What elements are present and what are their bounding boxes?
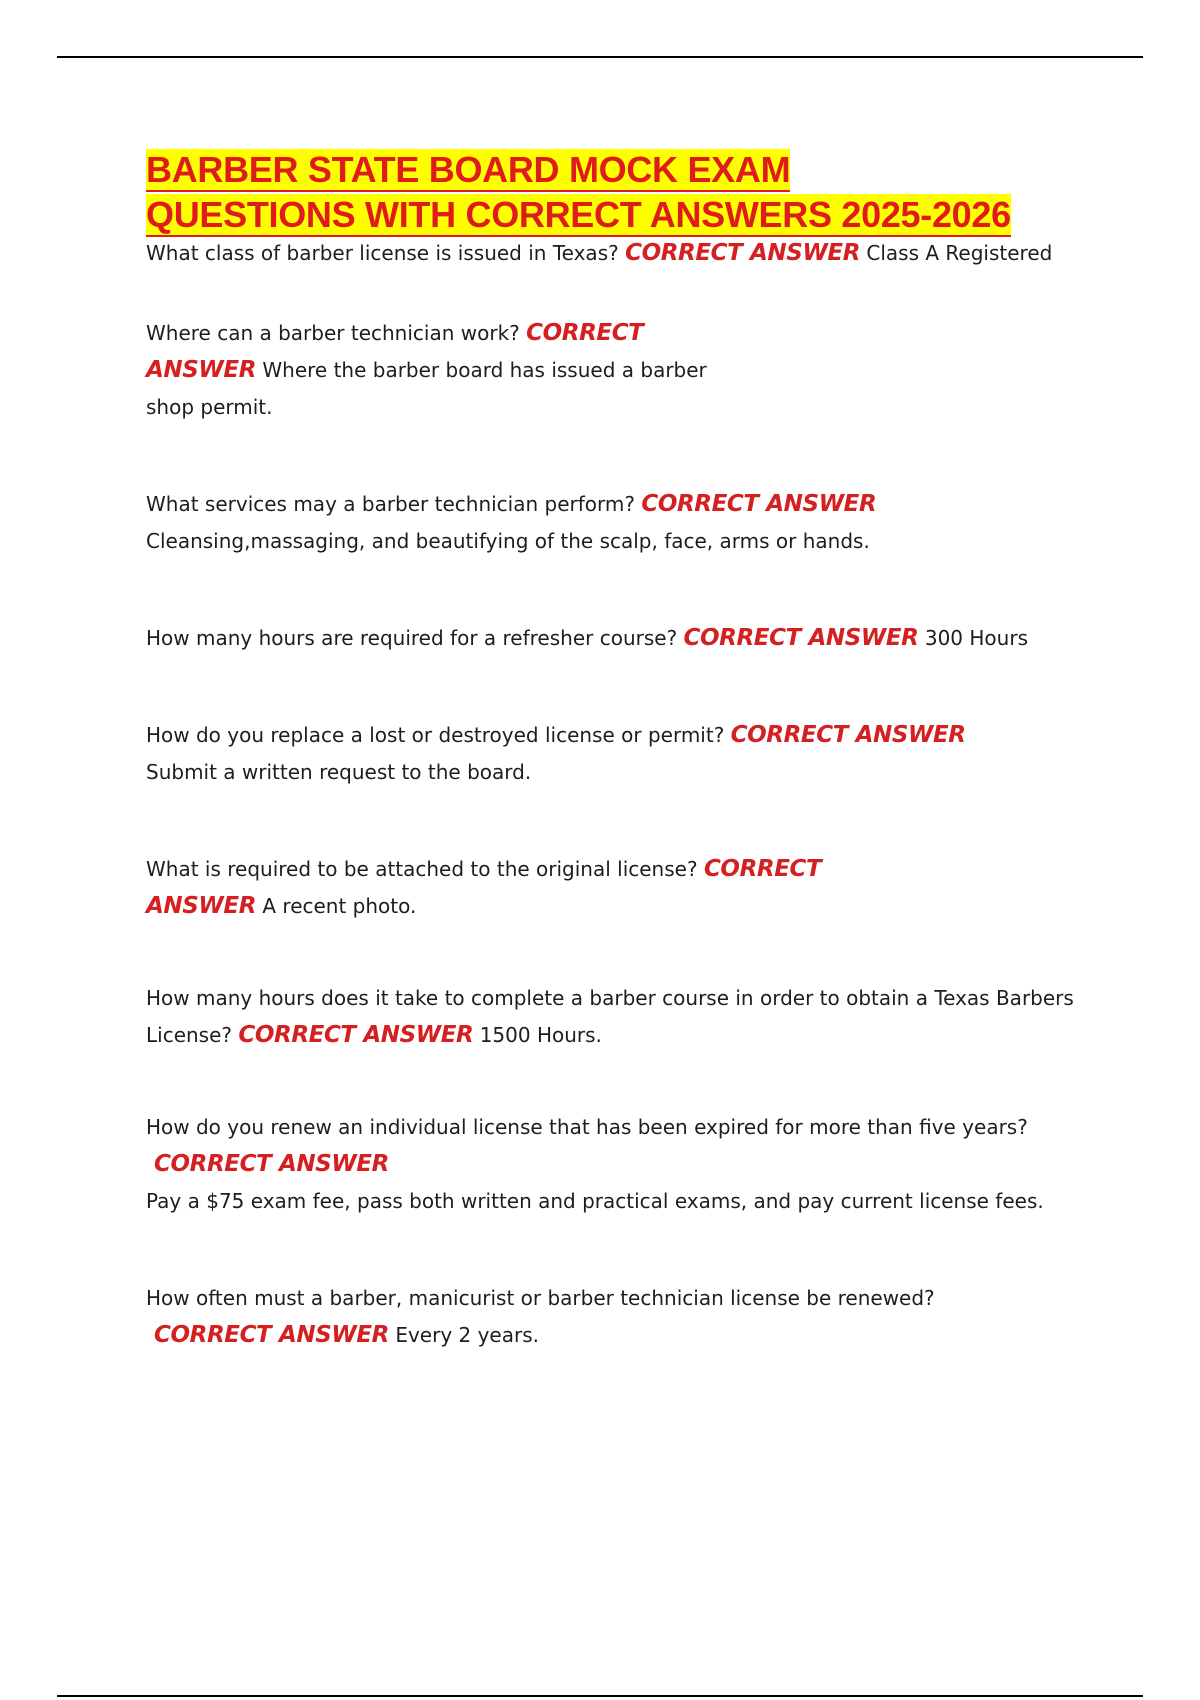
- question-text: How often must a barber, manicurist or barber technician license be renewed?: [146, 1286, 935, 1310]
- qa-item-8: [146, 1109, 1146, 1220]
- correct-answer-label: CORRECT ANSWER: [683, 625, 919, 651]
- qa-item-1: [146, 235, 1146, 272]
- top-rule: [57, 56, 1143, 58]
- bottom-rule: [57, 1695, 1143, 1697]
- qa-item-9: [146, 1280, 1146, 1354]
- correct-answer-label: CORRECT ANSWER: [238, 1022, 474, 1048]
- correct-answer-label: CORRECT ANSWER: [641, 491, 877, 517]
- answer-text: Pay a $75 exam fee, pass both written and practical exams, and pay current license fees.: [146, 1189, 1044, 1213]
- question-text: Where can a barber technician work?: [146, 321, 520, 345]
- question-text: How do you replace a lost or destroyed license or permit?: [146, 723, 725, 747]
- answer-text: Submit a written request to the board.: [146, 760, 532, 784]
- qa-item-6: [146, 851, 866, 925]
- qa-item-2: [146, 315, 736, 426]
- document-title: [146, 147, 1146, 237]
- qa-item-7: [146, 980, 1146, 1054]
- qa-item-4: [146, 620, 1146, 657]
- answer-text: Class A Registered: [866, 241, 1053, 265]
- question-text: How many hours are required for a refresher course?: [146, 626, 678, 650]
- answer-text: Every 2 years.: [395, 1323, 539, 1347]
- qa-item-3: [146, 486, 1146, 560]
- correct-answer-label: CORRECT ANSWER: [730, 722, 966, 748]
- question-text: What services may a barber technician perform?: [146, 492, 635, 516]
- title-line-1: BARBER STATE BOARD MOCK EXAM: [146, 149, 791, 190]
- question-text: What is required to be attached to the original license?: [146, 857, 698, 881]
- question-text: How many hours does it take to complete a barber course in order to obtain a Texas Barbers License?: [146, 986, 1074, 1047]
- answer-text: Cleansing,massaging, and beautifying of the scalp, face, arms or hands.: [146, 529, 870, 553]
- answer-text: 1500 Hours.: [479, 1023, 602, 1047]
- question-text: How do you renew an individual license that has been expired for more than five years?: [146, 1115, 1028, 1139]
- correct-answer-label: CORRECT ANSWER: [154, 1322, 389, 1348]
- answer-text: A recent photo.: [262, 894, 417, 918]
- qa-item-5: [146, 717, 1146, 791]
- correct-answer-label: CORRECT ANSWER: [625, 240, 861, 266]
- answer-text: Where the barber board has issued a barber shop permit.: [146, 358, 707, 419]
- answer-text: 300 Hours: [924, 626, 1028, 650]
- title-line-2: QUESTIONS WITH CORRECT ANSWERS 2025-2026: [146, 194, 1011, 235]
- correct-answer-label: CORRECT ANSWER: [154, 1151, 389, 1177]
- question-text: What class of barber license is issued in Texas?: [146, 241, 619, 265]
- correct-answer-label: CORRECT ANSWER: [146, 856, 822, 919]
- document-body: [146, 147, 1146, 1354]
- correct-answer-label: CORRECT ANSWER: [146, 320, 644, 383]
